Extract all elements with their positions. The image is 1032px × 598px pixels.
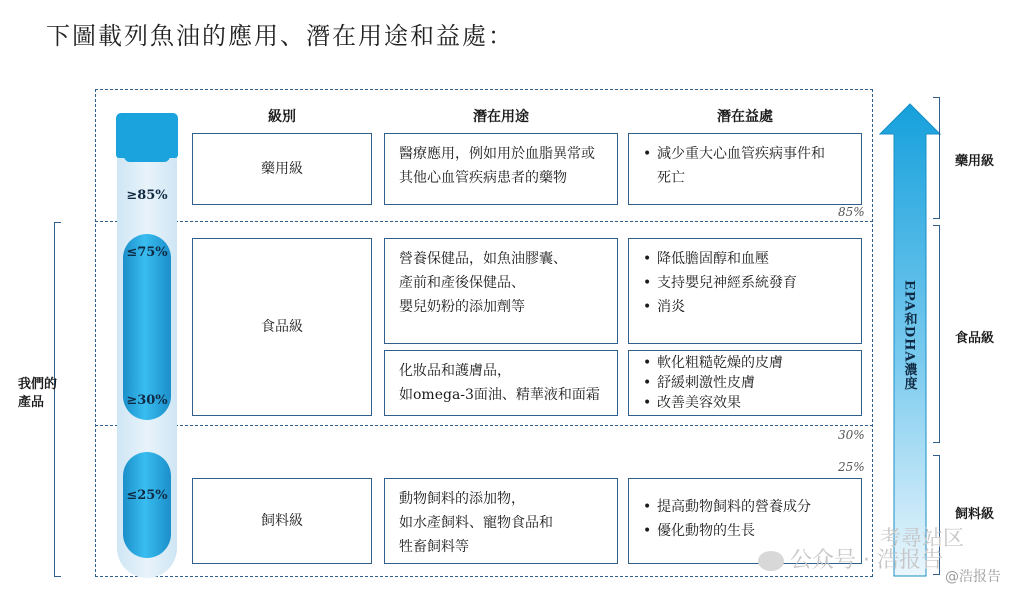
tube-neck (124, 152, 170, 162)
use-line: 產前和產後保健品、 (399, 275, 525, 291)
our-products-line-1: 我們的 (18, 377, 58, 392)
use-line: 動物飼料的添加物， (399, 491, 525, 507)
grade-box-food (192, 238, 372, 416)
page-title: 下圖載列魚油的應用、潛在用途和益處： (46, 22, 514, 50)
use-box-food-supplements (384, 238, 618, 344)
benefit-item: • 舒緩刺激性皮膚 (643, 373, 853, 393)
benefit-item: • 降低膽固醇和血壓 (643, 247, 853, 271)
use-box-feed (384, 478, 618, 564)
side-label-food: 食品級 (955, 331, 995, 346)
use-line: 如omega-3面油、精華液和面霜 (399, 387, 600, 403)
benefit-item: • 支持嬰兒神經系統發育 (643, 271, 853, 295)
benefit-box-food-supplements (628, 238, 862, 344)
side-label-feed: 飼料級 (955, 507, 995, 522)
bracket-pharma (933, 97, 940, 219)
divider-30 (95, 425, 873, 426)
tube-label-25: ≤25% (126, 488, 168, 503)
use-box-cosmetics (384, 350, 618, 416)
wechat-icon (758, 551, 784, 571)
tube-label-30: ≥30% (126, 393, 168, 408)
use-line: 營養保健品，如魚油膠囊、 (399, 251, 567, 267)
side-label-pharma: 藥用級 (955, 154, 995, 169)
tube-label-75: ≤75% (126, 245, 168, 260)
bracket-food (933, 225, 940, 443)
grade-label-feed: 飼料級 (261, 513, 303, 529)
threshold-85: 85% (838, 205, 865, 219)
use-line: 化妝品和護膚品， (399, 363, 511, 379)
concentration-label: EPA和DHA濃度 (901, 279, 917, 391)
grade-label-food: 食品級 (261, 319, 303, 335)
watermark-corner-1: 考尋站区 (880, 526, 964, 550)
use-line: 嬰兒奶粉的添加劑等 (399, 299, 525, 315)
benefit-item: • 軟化粗糙乾燥的皮膚 (643, 353, 853, 373)
header-benefit: 潛在益處 (717, 109, 773, 125)
benefit-item: • 優化動物的生長 (643, 519, 853, 543)
watermark-corner-2: @浩报告 (945, 569, 1001, 585)
grade-box-feed (192, 478, 372, 564)
grade-label-pharma: 藥用級 (261, 161, 303, 177)
use-line: 如水產飼料、寵物食品和 (399, 515, 553, 531)
our-products-label (18, 376, 57, 412)
header-use: 潛在用途 (473, 109, 529, 125)
grade-box-pharma (192, 133, 372, 205)
threshold-30: 30% (838, 428, 865, 442)
benefit-box-pharma (628, 133, 862, 205)
feed-grade-capsule (123, 452, 171, 558)
benefit-item: • 提高動物飼料的營養成分 (643, 495, 853, 519)
divider-85 (95, 221, 873, 222)
use-line: 牲畜飼料等 (399, 539, 469, 555)
threshold-25: 25% (838, 460, 865, 474)
use-box-pharma (384, 133, 618, 205)
benefit-box-cosmetics (628, 350, 862, 416)
watermark-main: 公众号 · 浩报告 (758, 543, 943, 574)
use-line: 其他心血管疾病患者的藥物 (399, 170, 567, 186)
benefit-item: • 改善美容效果 (643, 393, 853, 413)
use-line: 醫療應用，例如用於血脂異常或 (399, 146, 595, 162)
benefit-item: • 消炎 (643, 295, 853, 319)
our-products-line-2: 產品 (18, 395, 45, 410)
tube-label-85: ≥85% (126, 188, 168, 203)
benefit-item: • 減少重大心血管疾病事件和 死亡 (643, 142, 853, 190)
header-grade: 級別 (268, 109, 296, 125)
